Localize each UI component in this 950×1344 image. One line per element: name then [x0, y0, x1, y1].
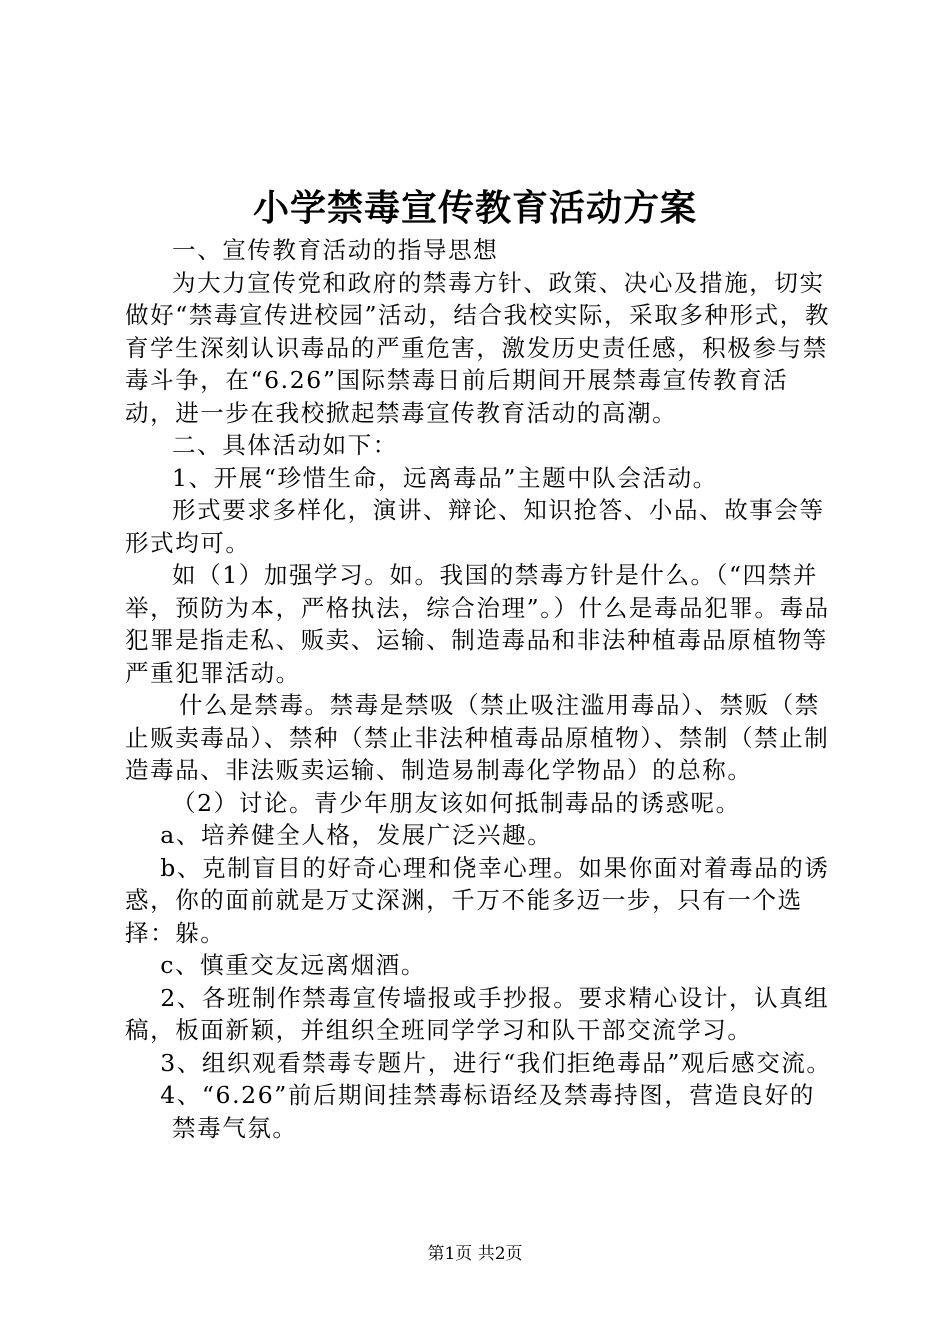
- paragraph: （2）讨论。青少年朋友该如何抵制毒品的诱惑呢。: [172, 788, 741, 817]
- section-heading-2: 二、具体活动如下：: [172, 431, 398, 459]
- list-item: c、慎重交友远离烟酒。: [160, 951, 427, 979]
- document-body: [125, 234, 837, 1144]
- paragraph: 2、各班制作禁毒宣传墙报或手抄报。要求精心设计，认真组稿，板面新颖，并组织全班同学学习和队干部交流学习。: [125, 983, 830, 1044]
- paragraph: 什么是禁毒。禁毒是禁吸（禁止吸注滥用毒品）、禁贩（禁止贩卖毒品）、禁种（禁止非法种植毒品原植物）、禁制（禁止制造毒品、非法贩卖运输、制造易制毒化学物品）的总称。: [125, 691, 830, 784]
- paragraph: 3、组织观看禁毒专题片，进行“我们拒绝毒品”观后感交流。: [160, 1048, 832, 1077]
- paragraph: 4、“6.26”前后期间挂禁毒标语经及禁毒持图，营造良好的: [160, 1081, 815, 1109]
- list-item: a、培养健全人格，发展广泛兴趣。: [160, 821, 553, 849]
- paragraph: 形式要求多样化，演讲、辩论、知识抢答、小品、故事会等形式均可。: [125, 496, 825, 557]
- document-title: 小学禁毒宣传教育活动方案: [252, 187, 697, 229]
- paragraph: 禁毒气氛。: [172, 1113, 298, 1142]
- section-heading-1: 一、宣传教育活动的指导思想: [172, 236, 499, 264]
- paragraph: 如（1）加强学习。如。我国的禁毒方针是什么。（“四禁并举，预防为本，严格执法，综合治理”。）什么是毒品犯罪。毒品犯罪是指走私、贩卖、运输、制造毒品和非法种植毒品原植物等严重犯罪活动。: [125, 561, 830, 687]
- paragraph: 1、开展“珍惜生命，远离毒品”主题中队会活动。: [172, 463, 718, 492]
- paragraph: 为大力宣传党和政府的禁毒方针、政策、决心及措施，切实做好“禁毒宣传进校园”活动，结合我校实际，采取多种形式，教育学生深刻认识毒品的严重危害，激发历史责任感，积极参与禁毒斗争，在“6.26”国际禁毒日前后期间开展禁毒宣传教育活动，进一步在我校掀起禁毒宣传教育活动的高潮。: [125, 268, 830, 427]
- page-number: 第1页 共2页: [427, 1244, 523, 1264]
- list-item: b、克制盲目的好奇心理和侥幸心理。如果你面对着毒品的诱惑，你的面前就是万丈深渊，千万不能多迈一步，只有一个选择：躲。: [125, 853, 830, 947]
